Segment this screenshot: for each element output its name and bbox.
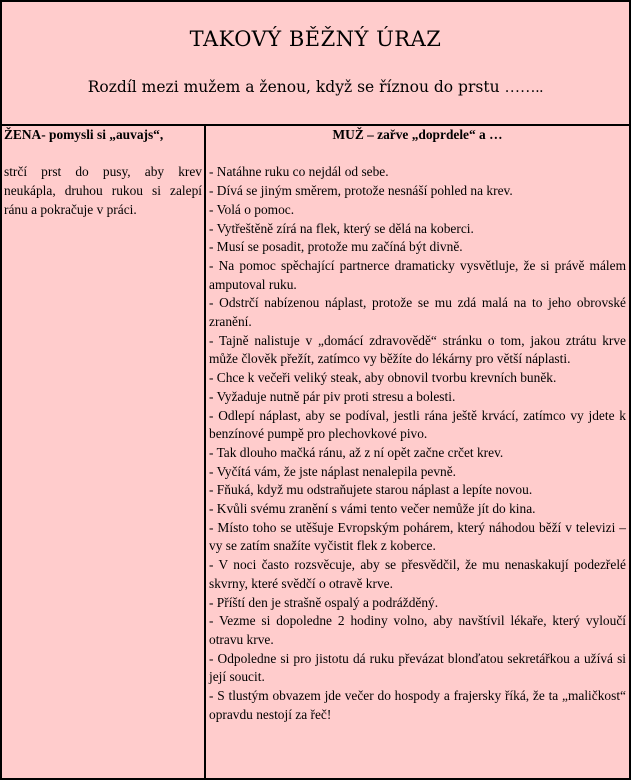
- man-list: [209, 163, 626, 724]
- man-column: [209, 126, 626, 724]
- list-item: - Odlepí náplast, aby se podíval, jestli rána ještě krvácí, zatímco vy jdete k benzínové pumpě pro plechovkové pivo.: [209, 407, 626, 442]
- list-item: - Odpoledne si pro jistotu dá ruku převázat blonďatou sekretářkou a užívá si její soucit.: [209, 650, 626, 685]
- table-border-left: [0, 0, 2, 780]
- list-item: - V noci často rozsvěcuje, aby se přesvědčil, že mu nenaskakují podezřelé skvrny, které svědčí o otravě krve.: [209, 557, 626, 591]
- page-title: TAKOVÝ BĚŽNÝ ÚRAZ: [189, 27, 442, 51]
- list-item: - Musí se posadit, protože mu začíná být divně.: [209, 239, 463, 255]
- list-item: - S tlustým obvazem jde večer do hospody a frajersky říká, že ta „maličkost“ opravdu nestojí za řeč!: [209, 688, 626, 722]
- list-item: - Příští den je strašně ospalý a podrážděný.: [209, 594, 439, 610]
- list-item: - Na pomoc spěchající partnerce dramaticky vysvětluje, že si právě málem amputoval ruku.: [209, 257, 626, 292]
- man-heading: MUŽ – zařve „doprdele“ a …: [332, 127, 503, 142]
- list-item: - Vytřeštěně zírá na flek, který se dělá na koberci.: [209, 220, 474, 236]
- woman-column: [4, 126, 202, 220]
- list-item: - Vyčítá vám, že jste náplast nenalepila pevně.: [209, 463, 457, 479]
- list-item: - Kvůli svému zranění s vámi tento večer nemůže jít do kina.: [209, 501, 536, 517]
- woman-heading: ŽENA- pomysli si „auvajs“,: [4, 127, 164, 142]
- list-item: - Volá o pomoc.: [209, 201, 295, 217]
- table-border-top: [0, 0, 631, 2]
- page-subtitle: [0, 74, 631, 101]
- subtitle-dots: ……..: [504, 79, 544, 96]
- woman-text: strčí prst do pusy, aby krev neukápla, druhou rukou si zalepí ránu a pokračuje v práci.: [4, 164, 202, 217]
- list-item: - Dívá se jiným směrem, protože nesnáší pohled na krev.: [209, 183, 513, 199]
- list-item: - Tak dlouho mačká ránu, až z ní opět začne crčet krev.: [209, 444, 504, 460]
- list-item: - Tajně nalistuje v „domácí zdravovědě“ stránku o tom, jakou ztrátu krve může člověk přežít, zatímco vy běžíte do lékárny pro větší náplasti.: [209, 332, 626, 367]
- list-item: - Odstrčí nabízenou náplast, protože se mu zdá malá na to jeho obrovské zranění.: [209, 295, 626, 330]
- subtitle-text: Rozdíl mezi mužem a ženou, když se říznou do prstu: [87, 78, 500, 96]
- list-item: - Vyžaduje nutně pár piv proti stresu a bolesti.: [209, 388, 456, 404]
- list-item: - Vezme si dopoledne 2 hodiny volno, aby navštívil lékaře, který vyloučí otravu krve.: [209, 613, 626, 647]
- list-item: - Natáhne ruku co nejdál od sebe.: [209, 164, 389, 180]
- list-item: - Fňuká, když mu odstraňujete starou náplast a lepíte novou.: [209, 482, 533, 498]
- list-item: - Místo toho se utěšuje Evropským pohárem, který náhodou běží v televizi – vy se zatím snažíte vyčistit flek z koberce.: [209, 519, 626, 554]
- list-item: - Chce k večeři veliký steak, aby obnovil tvorbu krevních buněk.: [209, 370, 557, 386]
- column-divider: [204, 124, 206, 780]
